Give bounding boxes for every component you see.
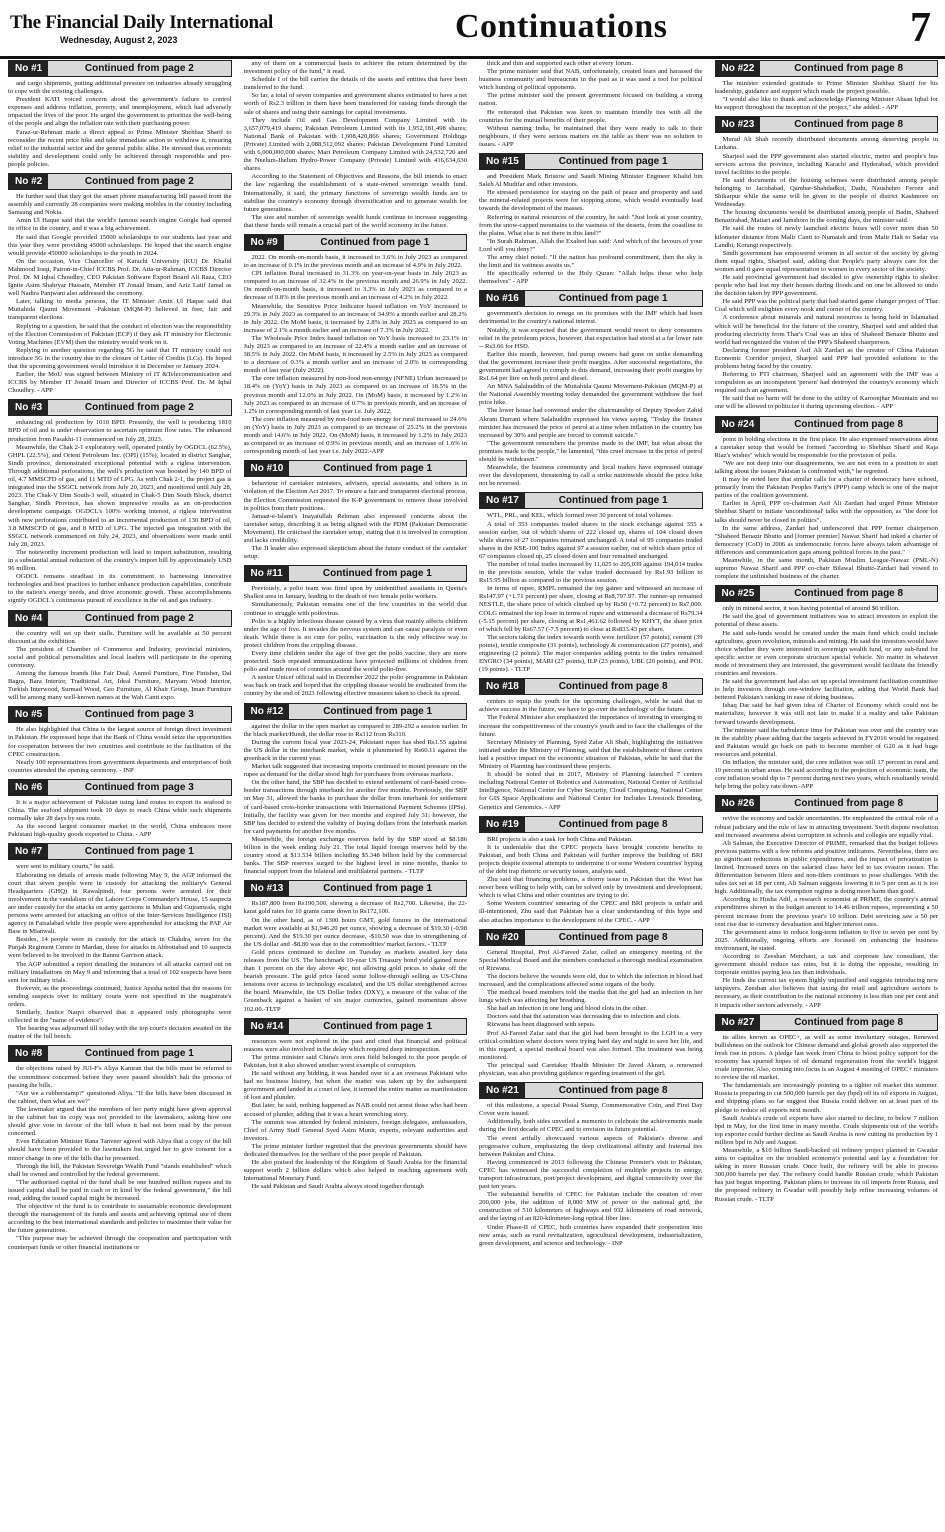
story-paragraph: Market talk suggested that increasing imports continued to mount pressure on the rupee as demand for the dollar stood high for purchases from overseas markets. [243, 763, 467, 779]
continued-from-label: Continued from page 1 [323, 463, 433, 475]
story-paragraph: behaviour of caretaker ministers, advisers, special assistants, and others is in violation of the Election Act 2017. To ensure a fair and transparent electoral process, the Election Commission requested the K-P government to remove those involved in politics from their positions. [243, 480, 467, 512]
story-paragraph: Through the bill, the Pakistan Sovereign Wealth Fund "stands established" which shall be owned and controlled by the federal government. [8, 1162, 232, 1178]
story-number: No #17 [480, 493, 525, 508]
story-paragraph: Meanwhile, the Sensitive Price Indicator based inflation on YoY increased to 29.3% in July 2023 as compared to an increase of 34.9% a month earlier and 28.2% in July 2022. On MoM basis, it increased by 2.8% in July 2023 as compared to an increase of 2.1% a month earlier and an increase of 7.3% in July 2022. [243, 302, 467, 334]
story-paragraph: Secretary Ministry of Planning, Syed Zafar Ali Shah, highlighting the initiatives initiated under the Ministry of Planning, said that the establishment of these centers had a positive impact on the economic situation of Pakistan, while he said that the Ministry of Planning has continued these projects. [479, 738, 703, 771]
story-paragraph: only in mineral sector, it was having potential of around $6 trillion. [722, 605, 900, 613]
story-paragraph: It should be noted that in 2017, Ministry of Planning launched 7 centers including National Center of Robotics and Automation, National Center of Artificial Intelligence, National Center for Cyber Security, Cloud Computing, National Center for GIS Space Applications and National Center for Includes Livestock Breeding, Genetics and Genomics. - APP [479, 771, 703, 811]
story [8, 779, 232, 839]
story-header [479, 816, 703, 833]
story-paragraph: The core inflation measured by non-food non-energy for rural increased to 24.6% on (YoY) basis in July 2023 as compared to an increase of 25.2% in the previous month and 14.6% in July 2022. On (MoM) basis, it increased by 1.2% in July 2023 as compared to an increase of 0.9% in previous month, and an increase of 1.6% in corresponding month of last year i.e. July 2022.-APP [243, 415, 467, 456]
story-header [244, 234, 468, 251]
story-header [244, 460, 468, 477]
page-number: 7 [910, 5, 931, 51]
story-paragraph: During the current fiscal year 2023-24, Pakistani rupee has shed Rs1.55 against the US dollar in the interbank market, while it plummeted by Rs60.11 against the greenback in the current year. [243, 738, 467, 762]
story-paragraph: The sectors taking the index towards north were fertilizer (57 points), cement (39 points), textile composite (31 points), technology & communication (27 points), and engineering (2 points). The major companies adding points to the index remained ENGRO (34 points), MARI (27 points), ILP (23 points), UBL (20 points), and POL (19 points). - TLTP [479, 633, 703, 674]
story [244, 234, 468, 456]
story [715, 60, 939, 112]
story-paragraph: revive the economy and tackle uncertainties. He emphasized the critical role of a robust judiciary and the rule of law in attracting investment. Swift dispute resolution and increased awareness about corruption in schools and colleges are equally vital. [714, 815, 938, 839]
story [8, 706, 232, 775]
story-paragraph: Additionally, both sides unveiled a memento to celebrate the achievements made during the first decade of CPEC and to envision its future potential. [479, 1118, 703, 1134]
story-paragraph: The JI leader also expressed skepticism about the future conduct of the caretaker setup. [243, 545, 467, 561]
story-paragraph: An MNA Salahuddin of the Muttahida Qaumi Movement-Pakistan (MQM-P) at the National Assembly meeting today demanded the government withdraw the fuel price hike. [479, 383, 703, 407]
story [8, 60, 232, 169]
story-paragraph: Ali Salman, the Executive Director of PRIME, remarked that the budget follows previous patterns with a few reforms and positive indicators. Nevertheless, there are no significant reductions in public expenditures, and the impact of privatization is limited. Increased taxes on the salaried class have led to tax evasion issues. The differentiation between filers and non-filers continues to pose challenges. With the sales tax set at 18 per cent, Ali Salman suggests lowering it to 5 per cent as it is too high. Additionally, the tax exemption regime is doing more harm than good. [714, 839, 938, 896]
columns [8, 60, 938, 1528]
continued-from-label: Continued from page 8 [794, 1016, 904, 1028]
story-paragraph: The size and number of sovereign wealth funds continue to increase suggesting that these funds will remain a crucial part of the world economy in the future. [243, 213, 467, 229]
story-paragraph: On the other hand, the SBP has decided to extend settlement of card-based cross-border transactions through interbank for another five months. Previously, the SBP on May 31, allowed the banks to purchase the dollar from interbank for settlement of card-based cross-border transactions with International Payment Schemes (IPSs). Initially, the facility was given for two months and expired July 31; however, the SBP has decided to extend the validity of buying dollars from the interbank market for card payments for another five months. [243, 779, 467, 835]
story-paragraph: Meanwhile, in the same month, Pakistan Muslim League-Nawaz (PML-N) supremo Nawaz Sharif and PPP co-chair Bilawal Bhutto-Zardari had vowed to complete the unfinished business of the charter. [714, 556, 938, 581]
continued-from-label: Continued from page 1 [323, 1020, 433, 1032]
story-header [715, 795, 939, 812]
story [244, 880, 468, 1013]
story-paragraph: of this milestone, a special Postal Stamp, Commemorative Coin, and First Day Cover were issued. [479, 1102, 703, 1118]
story [244, 703, 468, 877]
continued-from-label: Continued from page 1 [323, 705, 433, 717]
story-header [244, 565, 468, 582]
continued-from-label: Continued from page 2 [84, 63, 194, 74]
story-paragraph: He also praised the leadership of the Kingdom of Saudi Arabia for the financial support worth 2 billion dollars which also helped in reaching agreement with International Monetary Fund. [243, 1159, 467, 1183]
story-paragraph: 2022. On month-on-month basis, it increased to 3.6% in July 2023 as compared to an increase of 0.1% in the previous month and an increase of 4.9% in July 2022. [243, 253, 467, 270]
story-paragraph: The substantial benefits of CPEC for Pakistan include the creation of over 200,000 jobs, the addition of 8,000 MW of power to the national grid, the construction of 510 kilometers of highways and 932 kilometers of road network, and the laying of an 820-kilometer-long optical fiber line. [479, 1191, 703, 1223]
story-paragraph: However, as the proceedings continued, Justice Ayesha noted that the reasons for sending suspects over to military courts were not specified in the magistrate's orders. [8, 984, 232, 1008]
story-paragraph: Jamaat-e-Islami's Inayatullah Rehman also expressed concerns about the caretaker setup, describing it as being aligned with the PDM (Pakistan Democratic Movement). He criticised the caretaker setup, stating that it is involved in corruption and lacks credibility. [243, 512, 467, 544]
story-paragraph: In terms of rupee, RMPL remained the top gainer and witnessed an increase of Rs147.97 (+1.71 percent) per share, closing at Rs8,797.97. The runner-up remained NESTLE, the share price of which climbed up by Rs50 (+0.72 percent) to Rs7,000. COLG remained the top loser in terms of rupee and witnessed a decrease of Rs79.34 (-5.15 percent) per share, closing at Rs1,461.62 followed by KHYT, the share price of which fell by Rs67.57 (-7.5 percent) to close at Rs833.43 per share. [479, 585, 703, 633]
story-paragraph: A senior Unicef official said in December 2022 the polio programme in Pakistan was back on track and hoped that the crippling disease would be eradicated from the country by the end of 2023 following effective measures taken to check its spread. [243, 674, 467, 698]
story-header [479, 290, 703, 307]
continued-from-label: Continued from page 8 [558, 681, 668, 693]
story-paragraph: But later, he said, nothing happened as NAB could not arrest those who had been accused of plunder, adding that it was a heart wrenching story. [243, 1102, 467, 1118]
story-header [715, 416, 939, 433]
story [244, 565, 468, 698]
story-paragraph: President KATI voiced concern about the government's failure to control expenses and address inflation, poverty, and unemployment, which had adversely impacted the lives of the poor. He urged the government to prioritize the well-being of the people and align the inflation rate with their purchasing power. [8, 96, 232, 128]
story-header [244, 1018, 468, 1035]
story-number: No #10 [245, 461, 290, 476]
story-paragraph: Rizwana has been diagnosed with sepsis. [487, 1021, 596, 1029]
story-paragraph: It is a major achievement of Pakistan using land routes to export its seafood to China. The seafood shipment took 10 days to reach China while such shipments normally take 28 days by sea route. [8, 798, 232, 823]
story-paragraph: He stressed persistence for staying on the path of peace and prosperity and said the mineral-related projects were for stopping stone, which would eventually lead towards the development of the masses. [479, 189, 703, 213]
story-paragraph: Replying to another question regarding 5G he said that IT ministry could not introduce 5G in the country due to the closure of Letter of Credits (LCs). He hoped that the upcoming government would introduce it in December or January 2024. [8, 346, 232, 370]
continued-from-label: Continued from page 1 [322, 568, 432, 580]
story-number: No #22 [716, 61, 761, 76]
story-number: No #20 [480, 930, 525, 945]
story-paragraph: Polio is a highly infectious disease caused by a virus that mainly affects children under the age of five. It invades the nervous system and can cause paralysis or even death. While there is no cure for polio, vaccination is the only effective way to protect children from the crippling disease. [243, 617, 467, 649]
story-paragraph: A total of 353 companies traded shares in the stock exchange against 355 a session earlier, out of which shares of 222 closed up, shares of 104 closed down while shares of 27 companies remained unchanged. A total of 99 companies traded shares in the KSE-100 Index against 97 a session earlier, out of which share price of 67 companies closed up, 25 closed down and four remained unchanged. [479, 520, 703, 560]
story [479, 290, 703, 488]
story-paragraph: The objective of the fund is to contribute to sustainable economic development through the management of its funds and assets and achieving optimal use of them according to the best international standards and policies to maximise their value for the future generations. [8, 1203, 232, 1235]
continued-from-label: Continued from page 8 [558, 818, 668, 830]
story-paragraph: He said Pakistan and Saudi Arabia always stood together through [251, 1183, 424, 1191]
continued-from-label: Continued from page 8 [558, 931, 668, 943]
section-title: Continuations [455, 8, 668, 45]
story [715, 416, 939, 582]
story-paragraph: The prime minister further regretted that the previous governments should have dedicated themselves for the welfare of the poor people of Pakistan. [243, 1142, 467, 1158]
story-paragraph: The number of total trades increased by 11,025 to 205,039 against 194,014 trades in the previous session, while the value traded decreased by Rs1.93 billion to Rs15.95 billion as compared to the previous session. [479, 560, 703, 585]
story-paragraph: He further said that they got the smart phone manufacturing bill passed from the assembly and currently 28 companies were making mobiles in the country including Samsung and Nokia. [8, 193, 232, 217]
story-number: No #9 [245, 235, 284, 250]
story-number: No #3 [9, 400, 48, 415]
story-paragraph: resources were not explored in the past and cited that financial and political reasons were also involved in the delay which required deep introspection. [243, 1037, 467, 1053]
continued-from-label: Continued from page 1 [320, 236, 430, 248]
story [244, 460, 468, 561]
continued-from-label: Continued from page 1 [84, 846, 194, 858]
story-paragraph: Without naming India, he maintained that they were ready to talk to their neighbours, if they were serious matters on the table as there was no solution to issues. - APP [479, 124, 703, 148]
story-paragraph: Later, talking to media persons, the IT Minister Amin Ul Haque said that Muttahida Qaumi Movement -Pakistan (MQM-P) believed in free, fair and transparent elections. [8, 298, 232, 322]
continued-from-label: Continued from page 1 [558, 495, 668, 507]
story-paragraph: He reiterated that Pakistan was keen to maintain friendly ties with all the countries for the mutual benefits of their people. [479, 108, 703, 124]
story-header [8, 706, 232, 723]
story-paragraph: centers to equip the youth for the upcoming challenges, while he said that to achieve success in the future, we have to go over the technology of the future. [479, 698, 703, 714]
story-paragraph: Simultaneously, Pakistan remains one of the few countries in the world that continue to struggle with poliovirus. [243, 601, 467, 617]
story-paragraph: According to Zeeshan Merchant, a tax and corporate law consultant, the government should reduce tax rates, but it is doing the opposite, resulting in corporate entities paying less tax than individuals. [714, 953, 938, 977]
story-paragraph: OGDCL remains steadfast in its commitment to harnessing innovative technologies and best practices to further enhance production capabilities, contribute to the nation's energy needs, and drive economic growth. These accomplishments signify OGDCL's continuous pursuit of excellence in the oil and gas industry. [8, 573, 232, 605]
story [479, 929, 703, 1079]
story-header [479, 1082, 703, 1099]
story-paragraph: The fundamentals are increasingly pointing to a tighter oil market this summer. Russia is preparing to cut 500,000 barrels per day (bpd) off its oil exports in August, and shipping plans so far suggest that Russia could deliver on at least part of its pledge to reduce oil exports next month. [714, 1082, 938, 1114]
continued-from-label: Continued from page 8 [794, 798, 904, 810]
story-paragraph: He specifically referred to the Holy Quran: "Allah helps those who help themselves" - APP [479, 270, 703, 286]
continued-from-label: Continued from page 8 [558, 1085, 668, 1097]
story-paragraph: enhancing oil production by 1010 BPD. Presently, the well is producing 1810 BPD of oil and is under observation to ascertain optimum flow rates. The enhanced production from Pasakhi-11 commenced on July 28, 2023. [8, 419, 232, 443]
story-paragraph: Among the famous brands like Fair Deal, Anmol Furniture, Fine Finisher, Dal Bagra, Bara Interior, Traditional Art, Ideal Furniture, Maryam Wood Interior, Turkish Interwood, Surmad Wood, Geo Furniture, Al Khair Group, Iman Furniture will be among many well-known names at the Wah Cantt expo. [8, 670, 232, 702]
story-paragraph: government's decision to renege on its promises with the IMF which had been detrimental to the country's national interest. [479, 310, 703, 326]
continued-from-label: Continued from page 3 [84, 709, 194, 721]
story-paragraph: Referring to natural resources of the country, he said: "Just look at your country, from the snow-capped mountains to the vastness of the deserts, from the coastline to the plains. What else is not there in this land?" [479, 213, 703, 237]
story-paragraph: Prof Al-Fareed Zafar said that the girl had been brought to the LGH in a very critical condition where doctors were trying hard day and night to save her life, and in this regard, a special medical board was also formed. The treatment was being monitored. [479, 1029, 703, 1061]
story-paragraph: Sindh government has empowered women in all sector of the society by giving them equal rights, Sharjeel said, adding that People's party always care for the women and it gave equal representation to women in every sector of the society. [714, 249, 938, 273]
story-number: No #8 [9, 1046, 48, 1061]
story-header [715, 1014, 939, 1031]
story-paragraph: The AGP submitted a report detailing the instances of all attacks carried out on military installations on May 9 and informing that a total of 102 suspects have been sent for military trials. [8, 960, 232, 984]
story-paragraph: He said that Google provided 15000 scholarships to our students last year and this year they were providing 45000 scholarships. He hoped that the search engine would provide 450000 scholarships to the youth in 2024. [8, 233, 232, 257]
story-paragraph: The president of Chamber of Commerce and Industry, provincial ministers, social and political personalities and local leaders will participate in the opening ceremony. [8, 645, 232, 669]
story-paragraph: Saudi Arabia's crude oil exports have also started to decline, to below 7 million bpd in May, for the first time in many months. Crude shipments out of the world's top exporter could further decline as Saudi Arabia is now cutting its production by 1 million bpd in July and August. [714, 1114, 938, 1146]
story-paragraph: point in holding elections in the first place. He also expressed reservations about a caretaker setup that would be formed "according to Shehbaz Sharif and Raja Riaz's wishes" which would be responsible for the provision of polls. [714, 435, 938, 459]
story [8, 173, 232, 395]
story-paragraph: Declaring former president Asif Ali Zardari as the creator of China Pakistan Economic Corridor project, Sharjeel said PPP had provided solutions to the problems being faced by the country. [714, 346, 938, 370]
story-paragraph: The army chief noted: "If the nation has profound commitment, then the sky is the limit and its vastness awaits us." [479, 253, 703, 270]
story-paragraph: The housing documents would be distributed among people of Badin, Shaheed Benazirabad, Matiari and Jamshoro in the coming days, the minister said. [714, 209, 938, 225]
story-number: No #5 [9, 707, 48, 722]
story-paragraph: It may be noted here that similar calls for a charter of democracy have echoed, primarily from the Pakistan Peoples Party's (PPP) camp which is one of the major parties of the coalition government. [714, 476, 938, 500]
story [8, 610, 232, 703]
continued-from-label: Continued from page 8 [794, 119, 904, 131]
story [479, 60, 703, 149]
story-paragraph: The prime minister said that NAB, unfortunately, created fears and harassed the business community and bureaucrats in the past as it was used a tool for political witch hunting of political opponents. [479, 68, 703, 92]
story-number: No #11 [245, 566, 289, 581]
column-3 [479, 60, 703, 1528]
story-paragraph: The medical board members told the media that the girl had an infection in her lungs which was affecting her breathing. [479, 989, 703, 1005]
story-number: No #18 [480, 679, 525, 694]
story-paragraph: "The authorised capital of the fund shall be one hundred million rupees and its issued capital shall be paid in cash or in kind by the federal government," the bill read, adding the issued capital might be increased. [8, 1178, 232, 1202]
story-paragraph: The lower house had convened under the chairmanship of Deputy Speaker Zahid Akram Durrani where Salahuddin expressed his views saying, "Today the finance minister has increased the price of petrol at a time when inflation in the country has increased by 30% and people are forced to commit suicide." [479, 407, 703, 439]
story-header [8, 779, 232, 796]
story-paragraph: The core inflation measured by non-food non-energy (NFNE) Urban increased to 18.4% on (YoY) basis in July 2023 as compared to an increase of 18.5% in the previous month and 12.0% in July 2022. On (MoM) basis, it increased by 1.2% in July 2023 as compared to an increase of 0.7% in previous month, and an increase of 1.2% in corresponding month of last year i.e. July 2022. [243, 375, 467, 415]
story-paragraph: its allies known as OPEC+, as well as some involuntary outages. Renewed bullishness on the outlook for Chinese demand and global growth also supported the fresh rise in prices. A pledge last week from China to boost policy support for the economy has spurred hopes of oil demand regeneration from the world's biggest crude importer. Also, coming into focus is an August 4 meeting of OPEC+ ministers to review the oil market. [714, 1033, 938, 1082]
story-paragraph: He said the goal of government initiatives was to attract investors to exploit the potential of these assets. [714, 613, 938, 629]
column-1 [8, 60, 232, 1528]
continued-from-label: Continued from page 3 [84, 781, 194, 793]
story [479, 492, 703, 674]
story-paragraph: Meanwhile, the business community and local traders have expressed outrage over the development, threatening to call a strike nationwide should the price hike not be reversed. [479, 464, 703, 488]
story-paragraph: were sent to military courts," he said. [16, 863, 115, 871]
story [8, 399, 232, 605]
continued-from-label: Continued from page 8 [794, 418, 904, 430]
story-paragraph: Besides, 14 people were in custody for the attack in Chakdra, seven for the Punjab Regiment Centre in Mardan, three for attacks in Abbottabad and 10 suspects were believed to be involved in the Bannu Garrison attack. [8, 936, 232, 960]
story-paragraph: He said documents of the housing schemes were distributed among people belonging to Jacobabad, Qambar-Shahdadkot, Dadu, Naushehro Feroze and Shikarpur while the same will be given to the people of district Kashmore on Wednesday. [714, 176, 938, 209]
story-paragraph: He said provincial government had decided to give ownership rights to shelter people who had lost my their houses during floods and on one be allowed to undo the decision taken by PPP government. [714, 273, 938, 298]
story-paragraph: against the dollar in the open market as compared to 289-292 a session earlier. In the black market/Hundi, the dollar rose to Rs312 from Rs310. [243, 722, 467, 738]
story-paragraph: Having commenced in 2013 following the Chinese Premier's visit to Pakistan, CPEC has witnessed the successful completion of multiple projects in energy, transport infrastructure, port/project development, and digital connectivity over the past ten years. [479, 1158, 703, 1191]
continued-from-label: Continued from page 1 [558, 293, 668, 305]
story-header [8, 843, 232, 860]
story-paragraph: Elaborating on details of arrests made following May 9, the AGP informed the court that seven people were in custody for attacking the military's General Headquarters (GHQ) in Rawalpindi, four persons were arrested for their involvement in the vandalism of the Lahore Corps Commander's House, 15 suspects are under custody for the attacks on army garrisons in Multan and Gujranwala, eight persons were arrested for attacking an office of the Inter-Services Intelligence (ISI) agency in Faisalabad while five people were apprehended for attacking the PAF Air Base in Mianwali. [8, 871, 232, 936]
story-paragraph: She had an infection in one lung and blood clots in the other. [487, 1005, 648, 1013]
story-paragraph: Earlier, the MoU was signed between Ministry of IT &Telecommunication and ICCBS by Member IT Jonaid Imam and Director of ICCBS Prof. Dr. M Iqbal Choudhry. - APP [8, 371, 232, 395]
story-paragraph: General Hospital, Prof Al-Fareed Zafar, called an emergency meeting of the Special Medical Board and the members conducted a thorough medical examination of Rizwana. [479, 948, 703, 972]
continued-from-label: Continued from page 1 [323, 883, 433, 895]
story-paragraph: The prime minister said China's iron ores field belonged to the poor people of Pakistan, but it also showed another worst example of corruption. [243, 1053, 467, 1069]
story-paragraph: CPI inflation Rural increased to 31.3% on year-on-year basis in July 2023 as compared to an increase of 32.4% in the previous month and 26.9% in July 2022. On month-on-month basis, it increased to 3.3% in July 2023 as compared to a decrease of 0.8% in the previous month and an increase of 4.2% in July 2022. [243, 270, 467, 302]
story [244, 1018, 468, 1192]
story-header [715, 60, 939, 77]
story-paragraph: The Wholesale Price Index based inflation on YoY basis increased to 23.1% in July 2023 as compared to an increase of 22.4% a month earlier and an increase of 38.5% in July 2022. On MoM basis, it increased by 2.5% in July 2023 as compared to a decrease of 0.3% a month earlier and an increase of 2.0% in corresponding month of last year (July 2022). [243, 334, 467, 375]
story-paragraph: According to the Statement of Objectives and Reasons, the bill intends to enact the law regarding the establishment of a state-owned sovereign wealth fund. Internationally, it said, the primary functions of sovereign wealth funds are to stabilise the country's economy through diversification and to generate wealth for future generations. [243, 173, 467, 213]
story-paragraph: In the same address, Zardari had underscored that PPP former chairperson "Shaheed Benazir Bhutto and [former premier] Nawaz Sharif had inked a charter of democracy (CoD) in 2006 as undemocratic forces have always taken advantage of differences and communication gaps among political forces in the past." [714, 524, 938, 556]
story-paragraph: He said the routes of newly launched electric buses will cover more than 50 kilometer distance from Malir Cantt to Numaish and from Malir Halt to Sadar via Landhi, Korangi respectively. [714, 225, 938, 249]
story-number: No #25 [716, 586, 761, 601]
masthead [0, 0, 945, 59]
story-number: No #13 [245, 881, 290, 896]
story-paragraph: Murad Ali Shah recently distributed documents among deserving people in Larkana. [714, 136, 938, 152]
story-paragraph: Previously, a polio team was fired upon by unidentified assailants in Quetta's Shalkot area in January, leading to the death of two female polio workers. [243, 585, 467, 601]
story-paragraph: The event artfully showcased various aspects of Pakistan's diverse and progressive culture, emphasizing the deep civilizational affinity and fraternal ties between Pakistan and China. [479, 1134, 703, 1158]
story-paragraph: So far, a total of seven companies and government shares estimated to have a net worth of Rs2.3 trillion in them have been transferred for raising funds through the sale of shares and using their earnings for capital investments. [243, 92, 467, 116]
story-paragraph: "We are not deep into our disagreements, we are not even in a position to start talking about the issues Pakistan is confronted with," he regretted. [714, 459, 938, 475]
story-paragraph: As the second largest consumer market in the world, China embraces more Pakistani high-quality goods exported to China. - APP [8, 823, 232, 839]
story-paragraph: The minister extended gratitude to Prime Minister Shehbaz Sharif for his leadership, guidance and support which made the project possible. [714, 80, 938, 96]
story-number: No #1 [9, 61, 48, 76]
story-paragraph: The lawmaker argued that the members of her party might have given approval in the cabinet but its copy was not provided to the lawmakers, asking how one should give vote in favour of the bill when it had not been read by the person concerned. [8, 1105, 232, 1138]
story-paragraph: Replying to a question, he said that the conduct of election was the responsibility of the Election Commission of Pakistan (ECP) if they ask IT ministry for Electronic Voting Machines (EVM) then the ministry would work on it. [8, 322, 232, 346]
story-paragraph: They include Oil and Gas Development Company Limited with its 3,657,079,419 shares; Pakistan Petroleum Limited with its 1,952,181,498 shares; National Bank of Pakistan with 1,608,420,866 shares; Government Holdings (Private) Limited with 2,088,512,092 shares; Pakistan Development Fund Limited with 6,000,000,000 shares; Mari Petroleum Company Limited with 24,532,720 and the Neelum-Jhelum Hydro-Power Company (Private) Limited with 416,634,630 shares. [243, 116, 467, 173]
story-paragraph: The minister said the turbulence time for Pakistan was over and the country was in the stability phase adding that the targets achieved in FY2016 would be regained and Pakistan would go back on path to become member of G20 as it had huge resources and potential. [714, 726, 938, 758]
story-number: No #7 [9, 844, 48, 859]
story-header [244, 880, 468, 897]
story [8, 843, 232, 1041]
story-number: No #27 [716, 1015, 761, 1030]
story-paragraph: The prime minister said the present government focused on building a strong nation. [479, 92, 703, 108]
story-paragraph: On the occasion, Vice Chancellor of Karachi University (KU) Dr. Khalid Mahmood Iraqi, Patron-in-Chief ICCBS Prof. Dr. Atta-ur-Rahman, ICCBS Director Prof. Dr. M Iqbal Choudhry, CEO Pakistan Software Export Board Ali Raza, CEO Ignite Asim Shahryar Hussain, Member IT Jonaid Imam, and Aziz Latif Jamal as well Nadira Panjwani also addressed the ceremony. [8, 257, 232, 298]
story-paragraph: According to Husha Adil, a research economist at PRIME, the country's annual expenditures shown in the budget amount to 14.46 trillion rupees, representing a 50 percent increase from the previous year's 10 trillion. Debt servicing saw a 50 per cent rise due to currency devaluation and higher interest rates. [714, 896, 938, 928]
story [715, 116, 939, 411]
column-2 [244, 60, 468, 1528]
story-paragraph: He finds the current tax system highly unjustified and suggests introducing new taxpayers. Zeeshan also believes that taxing the retail and agriculture sectors is necessary, as their contribution to the national economy is less than one per cent and it impacts other sectors adversely. - APP [714, 977, 938, 1009]
story-number: No #4 [9, 611, 48, 626]
story-paragraph: A conference about minerals and natural resources is being held in Islamabad which will be beneficial for the future of the country, Sharjeel said and added that producing electricity from Thar's Coal was an idea of Shaheed Benazir Bhutto and world had recognized the vision of the PPP's Shaheed chairperson. [714, 314, 938, 346]
story-paragraph: The noteworthy increment production will lead to import substitution, resulting in a substantial annual reduction of the country's import bill by approximately USD 96 million. [8, 548, 232, 573]
story-paragraph: He said sub-funds would be created under the main fund which could include agriculture, green revolution, minerals and mining. He said the investors would have choice whether they were interested in sovereign wealth fund, or any sub-fund for specific sector or even corporate structure special vehicle. No matter in whatever mode of investment they are interested, the government would facilitate the friendly countries and investors. [714, 629, 938, 677]
story-paragraph: Doctors said that the saturation was decreasing due to infection and clots. [487, 1013, 681, 1021]
story-header [8, 399, 232, 416]
story-paragraph: and President Mark Bristow and Saudi Mining Minister Engineer Khalid bin Saleh Al Mudifar and other investors. [479, 173, 703, 189]
story-number: No #2 [9, 174, 48, 189]
continued-from-label: Continued from page 1 [84, 1048, 194, 1060]
column-4 [715, 60, 939, 1528]
story-header [8, 173, 232, 190]
story-paragraph: It is undeniable that the CPEC projects have brought concrete benefits to Pakistan, and both China and Pakistan will further improve the building of BRI projects despite external attempts to undermine it or some Western countries' hyping of the debt trap rhetoric or security issues, analysts said. [479, 843, 703, 875]
story-number: No #24 [716, 417, 761, 432]
story-paragraph: Notably, it was expected that the government would resort to deny consumers relief in the petroleum prices, however, that expectation had stood at a far lower rate -- Rs3.66 for HSD. [479, 326, 703, 350]
story-header [8, 610, 232, 627]
story-header [479, 153, 703, 170]
story [479, 816, 703, 925]
story [479, 678, 703, 811]
story-paragraph: Meanwhile, the Chak 2-1 exploratory well, operated jointly by OGDCL (62.5%), GHPL (22.5%), and Orient Petroleum Inc. (OPI) (15%), located in district Sanghar, Sindh province, demonstrated exceptional potential with a rigless intervention. Through additional perforations, the well's production was boosted by 140 BPD of oil, 4.7 MMSCFD of gas, and 11 MTD of LPG. As with Chak 2-1, the project gas is integrated into the SSGCL network from July 20, 2023, and monitored until July 28, 2023. The Chak-V Dim South-3 well, situated in Chak-5 Dim South Block, district Sanghar, Sindh Province, has shown impressive results as an on-production development campaign. OGDCL's 100% working interest, a rigless intervention with new perforations contributed to an incremental production of 130 BPD of oil, 3.8 MMSCFD of gas, and 8 MTD of LPG. The injected gas integration with the SSGCL network commenced on July 24, 2023, and observations were made until July 28, 2023. [8, 443, 232, 548]
story-paragraph: thick and thin and supported each other at every forum. [487, 60, 634, 67]
story-paragraph: Every time children under the age of five get the polio vaccine, they are more protected. Such repeated immunizations have protected millions of children from polio and made most of countries around the world polio-free. [243, 650, 467, 674]
story-paragraph: Some Western countries' smearing of the CPEC and BRI projects is unfair and ill-intentioned, Zhu said that Pakistan has a clear understanding of this hype and also attaches importance to the development of the CPEC. - APP [479, 900, 703, 924]
story-paragraph: Schedule I of the bill carries the details of the assets and entities that have been transferred to the fund. [243, 76, 467, 92]
story-paragraph: "In Surah Rahman, Allah the Exalted has said: And which of the favours of your Lord will you deny?" [479, 237, 703, 253]
story [715, 1014, 939, 1204]
story-paragraph: Meanwhile, a $10 billion Saudi-backed oil refinery project planned in Gwadar aims to capitalize on the troubled economy's potential and lay a foundation for taking in more Russian crude. Once built, the refinery will be able to process 300,000 barrels per day. The refinery could handle Russian crude, which Pakistan has just begun importing. Pakistan plans to increase its oil imports from Russia, and the proposed refinery in Gwadar will possibly help refine increasing volumes of Russian crude. - TLTP [714, 1146, 938, 1203]
story-paragraph: He said without any bidding, it was handed over to a an overseas Pakistani who had no business history, but when the matter was taken up by the subsequent government and landed in a court of law, it termed the entire matter as manifestation of loot and plunder. [243, 1070, 467, 1102]
story-paragraph: Sharjeel said the PPP government also started electric, metro and people's bus services across the province, including Karachi and Hyderabad, which provided travel facilities to the people. [714, 152, 938, 176]
story-number: No #23 [716, 117, 761, 132]
story-paragraph: Gold prices continued to decline on Tuesday as markets awaited key data releases from the US. The benchmark 10-year US Treasury bond yield gained more than 1 percent on the day above 4pc, not allowing gold prices to shake off the bearish pressure. The gold price faced some follow-through selling as US-China tensions over access to technology escalated, and the US dollar strengthened across the board. Meanwhile, the US Dollar Index (DXY), a measure of the value of the Greenback against a basket of six major currencies, gained momentum above 102.00.-TLTP [243, 948, 467, 1013]
story-header [244, 703, 468, 720]
story-number: No #16 [480, 291, 525, 306]
publication-date: Wednesday, August 2, 2023 [60, 35, 178, 45]
story-header [715, 585, 939, 602]
continued-from-label: Continued from page 1 [558, 156, 668, 168]
story-number: No #14 [245, 1019, 290, 1034]
story-paragraph: Meanwhile, the foreign exchange reserves held by the SBP stood at $8.186 billion in the week ending July 21. The total liquid foreign reserves held by the country stood at $13.534 billion including $5.348 billion held by the commercial banks. The SBP reserves surged to the highest level in nine months, thanks to financial support from the bilateral and multilateral partners. - TLTP [243, 835, 467, 876]
story-paragraph: Amin Ul Haque said that the world's famous search engine Google had opened its office in the country, and it was a big achievement. [8, 217, 232, 233]
story-paragraph: The government aims to reduce long-term inflation to five to seven per cent by 2025. Additionally, ongoing efforts are focused on enhancing the business environment, he stated. [714, 928, 938, 952]
story-header [479, 678, 703, 695]
story-paragraph: He said PPP was the political party that had started game changer project of Thar Coal which will enlighten every nook and corner of the country. [714, 298, 938, 314]
story-number: No #21 [480, 1083, 525, 1098]
story-paragraph: Earlier in April, PPP co-chairman Asif Ali Zardari had urged Prime Minister Shehbaz Sharif to initiate 'unconditional' talks with the opposition, as "the door for talks should never be closed in politics". [714, 500, 938, 524]
story-header [479, 929, 703, 946]
story-paragraph: He also highlighted that China is the largest source of foreign direct investment in Pakistan. He expressed hope that the Bank of China would seize the opportunities for cooperation between the two countries and contribute to the facilitation of the CPEC construction. [8, 726, 232, 758]
story-paragraph: Zhu said that financing problems, a thorny issue in Pakistan that the West has never been willing to help with, can be solved only by investment and development, which is what China and other countries are trying to do. [479, 876, 703, 900]
story-number: No #26 [716, 796, 761, 811]
story [479, 1082, 703, 1248]
story-paragraph: "This purpose may be achieved through the cooperation and participation with counterpart funds or other financial institutions or [8, 1235, 232, 1251]
story-paragraph: The summit was attended by federal ministers, foreign delegates, ambassadors, Chief of Army Staff General Syed Asim Munir, experts, relevant authorities and investors. [243, 1118, 467, 1142]
story-paragraph: "The government remembers the promise made to the IMF, but what about the promises made to the people," he lamented, "this cruel increase in the price of petrol should be withdrawn." [479, 439, 703, 464]
story [715, 585, 939, 791]
story-paragraph: The principal said Caretaker Health Minister Dr Javed Akram, a renowned physician, was also providing guidance regarding treatment of the girl. [479, 1061, 703, 1078]
story-paragraph: Even Education Minister Rana Tanveer agreed with Aliya that a copy of the bill should have been provided to the lawmakers but urged her to give consent for a minor change in one of the bills that he presented. [8, 1138, 232, 1162]
story-number: No #19 [480, 817, 525, 832]
story-paragraph: The hearing was adjourned till today with the top court's decision awaited on the matter of the full bench. [8, 1025, 232, 1041]
story-header [8, 60, 232, 77]
story-paragraph: Ishaq Dar said he had given idea of Charter of Economy which could not be materialize, however it was still not late to make it a reality and take Pakistan forward towards development. [714, 702, 938, 726]
story [8, 1045, 232, 1251]
story-header [8, 1045, 232, 1062]
story-paragraph: The doctors believe the wounds were old, due to which the infection in blood had increased, and the complications affected some organs of the body. [479, 972, 703, 988]
continued-from-label: Continued from page 2 [84, 176, 194, 188]
story-paragraph: WTL, PRL, and KEL, which formed over 30 percent of total volumes. [487, 512, 673, 520]
story-paragraph: On inflation, the minister said, the core inflation was still 17 percent in rural and 19 percent in urban areas. He said according to the projection of economic team, the core inflation would dip to 7 percent during next two years, which resultantly would help bring the policy rate down.-APP [714, 759, 938, 791]
story-paragraph: Similarly, Justice Naqvi observed that it appeared only photographs were collected in the "name of evidence". [8, 1009, 232, 1025]
continued-from-label: Continued from page 8 [794, 63, 904, 74]
paper-name: The Financial Daily International [10, 12, 273, 33]
story-header [715, 116, 939, 133]
story-header [479, 492, 703, 509]
story-paragraph: the objections raised by JUI-F's Aliya Kamran that the bills must be referred to the committees concerned before they were passed shouldn't halt the process of passing the bills. [8, 1065, 232, 1089]
story-number: No #6 [9, 780, 48, 795]
story-paragraph: Nearly 100 representatives from government departments and enterprises of both countries attended the opening ceremony. - INP [8, 758, 232, 774]
continued-from-label: Continued from page 2 [84, 612, 194, 624]
story-paragraph: and cargo shipments, putting additional pressure on industries already struggling to cope with the existing challenges. [8, 80, 232, 96]
story-paragraph: The Federal Minister also emphasized the importance of investing in emerging to increase the competitiveness of the country's youth and to face the challenges of the future. [479, 714, 703, 738]
story [479, 153, 703, 286]
story-paragraph: any of them on a commercial basis to achieve the return determined by the investment policy of the fund," it read. [243, 60, 467, 76]
continued-from-label: Continued from page 2 [84, 402, 194, 414]
continued-from-label: Continued from page 8 [794, 588, 904, 600]
story-paragraph: BRI projects is also a task for both China and Pakistan. [487, 835, 633, 843]
story-paragraph: Rs187,800 from Rs190,500, showing a decrease of Rs2,700. Likewise, the 22-karat gold rates for 10 grams came down to Rs172,100. [243, 900, 467, 916]
story-paragraph: Earlier this month, however, fuel pump owners had gone on strike demanding that the government increase their profit margins. After successful negotiations, the government had agreed to comply to this demand, increasing their profit margins by Rs1.64 per litre on both petrol and diesel. [479, 350, 703, 383]
story-paragraph: He said that no harm will be done to the utility of Karoonjhar Mountain and no one will be allowed to politicize it during upcoming election. - APP [714, 395, 938, 411]
story-paragraph: the country will set up their stalls. Furniture will be available at 50 percent discount at the exhibition. [8, 629, 232, 645]
story-paragraph: Faraz-ur-Rehman made a direct appeal to Prime Minister Shehbaz Sharif to reconsider the recent price hike and take immediate action to withdraw it, ensuring relief to the industrial sector and the general public alike. He stressed that economic stability and development could only be achieved through responsible and pro-people policies. [8, 128, 232, 168]
story [244, 60, 468, 230]
story-paragraph: Under Phase-II of CPEC, both countries have expanded their cooperation into new areas, such as rural revitalization, agricultural development, industrialization, green development, and science and technology. - INP [479, 1223, 703, 1247]
story-paragraph: "Are we a rubberstamp?" questioned Aliya. "If the bills have been discussed in the cabinet, then what are we?" [8, 1089, 232, 1105]
story-paragraph: He said the government had also set up special investment facilitation committee to help investors through one-window facilitation, adding that World Bank had bettered Pakistan's ranking in ease of doing business. [714, 678, 938, 702]
story [715, 795, 939, 1009]
story-paragraph: "I would also like to thank and acknowledge Planning Minister Ahsan Iqbal for his support throughout the inception of the project," she added. - APP [714, 96, 938, 112]
story-paragraph: Referring to PTI chairman, Sharjeel said an agreement with the IMF was a compulsion as an incompetent 'person' had destroyed the country's economy which required such an agreement. [714, 371, 938, 395]
story-number: No #12 [245, 704, 290, 719]
story-paragraph: On the other hand, as of 1300 hours GMT, gold futures in the international market were available at $1,946.20 per ounce, showing a decrease of $19.30 (-0.98 percent). And the $19.30 per ounce decrease, -$10.50 was due to strengthening of the US dollar and -$8.80 was due to the commodities' market factors. - TLTP [243, 916, 467, 948]
story-number: No #15 [480, 154, 525, 169]
